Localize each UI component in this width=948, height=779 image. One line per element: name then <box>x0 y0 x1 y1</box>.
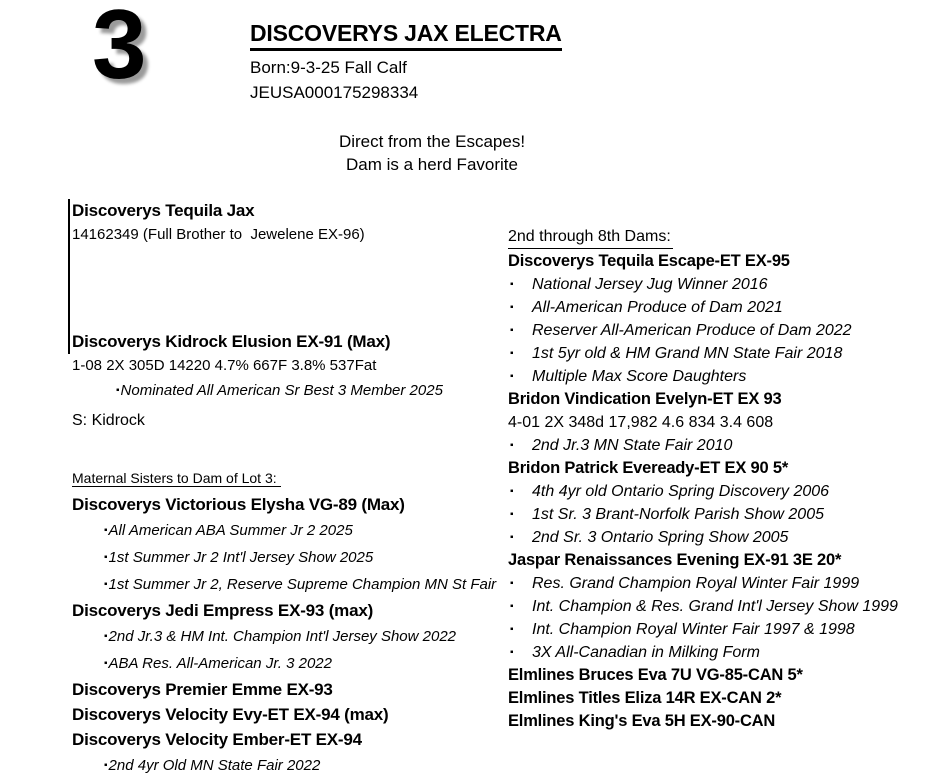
left-column <box>72 198 508 779</box>
award-text: National Jersey Jug Winner 2016 <box>532 276 768 293</box>
sister-name: Discoverys Victorious Elysha VG-89 (Max) <box>72 495 405 514</box>
award-text: 1st Sr. 3 Brant-Norfolk Parish Show 2005 <box>532 506 824 523</box>
bullet-icon: ▪ <box>116 385 120 396</box>
award-text: 2nd Jr.3 & HM Int. Champion Int'l Jersey Show 2022 <box>108 628 457 645</box>
award-text: 2nd Sr. 3 Ontario Spring Show 2005 <box>532 529 789 546</box>
dam-sire-note: S: Kidrock <box>72 412 145 429</box>
award-text: 1st Summer Jr 2, Reserve Supreme Champion MN St Fair <box>108 576 497 593</box>
award-text: 1st Summer Jr 2 Int'l Jersey Show 2025 <box>108 549 374 566</box>
dam-entry-name: Discoverys Tequila Escape-ET EX-95 <box>508 252 790 270</box>
sister-award-item <box>72 752 508 779</box>
dam-entry-name: Elmlines Titles Eliza 14R EX-CAN 2* <box>508 689 782 707</box>
bullet-icon: ▪ <box>104 760 108 771</box>
dam-award-item <box>508 572 942 595</box>
dam-entry-name: Jaspar Renaissances Evening EX-91 3E 20* <box>508 551 842 569</box>
dam-award-item <box>508 595 942 618</box>
award-text: 4th 4yr old Ontario Spring Discovery 2006 <box>532 483 830 500</box>
dam-award-item <box>508 296 942 319</box>
sister-award-item <box>72 544 508 571</box>
bullet-icon: ▪ <box>510 532 514 543</box>
bullet-icon: ▪ <box>510 348 514 359</box>
dam-award-item <box>508 526 942 549</box>
dam-entry-record: 4-01 2X 348d 17,982 4.6 834 3.4 608 <box>508 414 774 431</box>
pedigree-bracket-line <box>68 199 70 354</box>
tagline-block <box>222 130 642 176</box>
dam-award-item <box>508 319 942 342</box>
maternal-sisters-heading: Maternal Sisters to Dam of Lot 3: <box>72 470 281 487</box>
award-text: 1st 5yr old & HM Grand MN State Fair 2018 <box>532 345 843 362</box>
tagline-line2: Dam is a herd Favorite <box>346 155 518 174</box>
award-text: All American ABA Summer Jr 2 2025 <box>108 522 353 539</box>
award-text: Multiple Max Score Daughters <box>532 368 747 385</box>
dam-name: Discoverys Kidrock Elusion EX-91 (Max) <box>72 332 391 351</box>
award-text: ABA Res. All-American Jr. 3 2022 <box>108 655 332 672</box>
dam-award-item <box>72 378 508 403</box>
bullet-icon: ▪ <box>510 486 514 497</box>
dam-award-item <box>508 434 942 457</box>
sister-name: Discoverys Jedi Empress EX-93 (max) <box>72 601 374 620</box>
bullet-icon: ▪ <box>104 525 108 536</box>
bullet-icon: ▪ <box>510 279 514 290</box>
sister-name: Discoverys Premier Emme EX-93 <box>72 680 333 699</box>
sister-award-item <box>72 650 508 677</box>
bullet-icon: ▪ <box>510 624 514 635</box>
award-text: All-American Produce of Dam 2021 <box>532 299 783 316</box>
award-text: Int. Champion Royal Winter Fair 1997 & 1998 <box>532 621 855 638</box>
award-text: Reserver All-American Produce of Dam 2022 <box>532 322 852 339</box>
dam-award-item <box>508 503 942 526</box>
sister-name: Discoverys Velocity Evy-ET EX-94 (max) <box>72 705 389 724</box>
dam-award-item <box>508 365 942 388</box>
bullet-icon: ▪ <box>104 631 108 642</box>
tagline-line1: Direct from the Escapes! <box>338 132 526 151</box>
dam-award-item <box>508 618 942 641</box>
bullet-icon: ▪ <box>104 552 108 563</box>
award-text: Nominated All American Sr Best 3 Member 2025 <box>120 382 443 399</box>
dam-entry-name: Bridon Patrick Eveready-ET EX 90 5* <box>508 459 789 477</box>
award-text: 3X All-Canadian in Milking Form <box>532 644 760 661</box>
sister-award-item <box>72 623 508 650</box>
dam-entry-name: Elmlines Bruces Eva 7U VG-85-CAN 5* <box>508 666 803 684</box>
header-block <box>250 20 562 103</box>
sister-award-item <box>72 517 508 544</box>
bullet-icon: ▪ <box>510 302 514 313</box>
dam-award-item <box>508 273 942 296</box>
dam-award-item <box>508 480 942 503</box>
bullet-icon: ▪ <box>510 647 514 658</box>
registration-number: JEUSA000175298334 <box>250 83 419 102</box>
bullet-icon: ▪ <box>510 509 514 520</box>
award-text: Int. Champion & Res. Grand Int'l Jersey Show 1999 <box>532 598 898 615</box>
right-column <box>508 226 942 733</box>
sire-detail: 14162349 (Full Brother to Jewelene EX-96) <box>72 226 365 243</box>
dam-record: 1-08 2X 305D 14220 4.7% 667F 3.8% 537Fat <box>72 357 377 374</box>
bullet-icon: ▪ <box>510 578 514 589</box>
sire-name: Discoverys Tequila Jax <box>72 201 255 220</box>
bullet-icon: ▪ <box>510 371 514 382</box>
sister-award-item <box>72 571 508 598</box>
dam-award-item <box>508 342 942 365</box>
lot-number: 3 <box>92 0 147 99</box>
birth-info: Born:9-3-25 Fall Calf <box>250 58 407 77</box>
sister-name: Discoverys Velocity Ember-ET EX-94 <box>72 730 362 749</box>
dam-entry-name: Elmlines King's Eva 5H EX-90-CAN <box>508 712 776 730</box>
award-text: 2nd 4yr Old MN State Fair 2022 <box>108 757 321 774</box>
animal-name-title: DISCOVERYS JAX ELECTRA <box>250 20 562 51</box>
bullet-icon: ▪ <box>510 601 514 612</box>
dam-entry-name: Bridon Vindication Evelyn-ET EX 93 <box>508 390 782 408</box>
dams-section-heading: 2nd through 8th Dams: <box>508 226 673 249</box>
award-text: Res. Grand Champion Royal Winter Fair 1999 <box>532 575 860 592</box>
bullet-icon: ▪ <box>104 579 108 590</box>
bullet-icon: ▪ <box>104 658 108 669</box>
bullet-icon: ▪ <box>510 440 514 451</box>
award-text: 2nd Jr.3 MN State Fair 2010 <box>532 437 733 454</box>
dam-award-item <box>508 641 942 664</box>
bullet-icon: ▪ <box>510 325 514 336</box>
